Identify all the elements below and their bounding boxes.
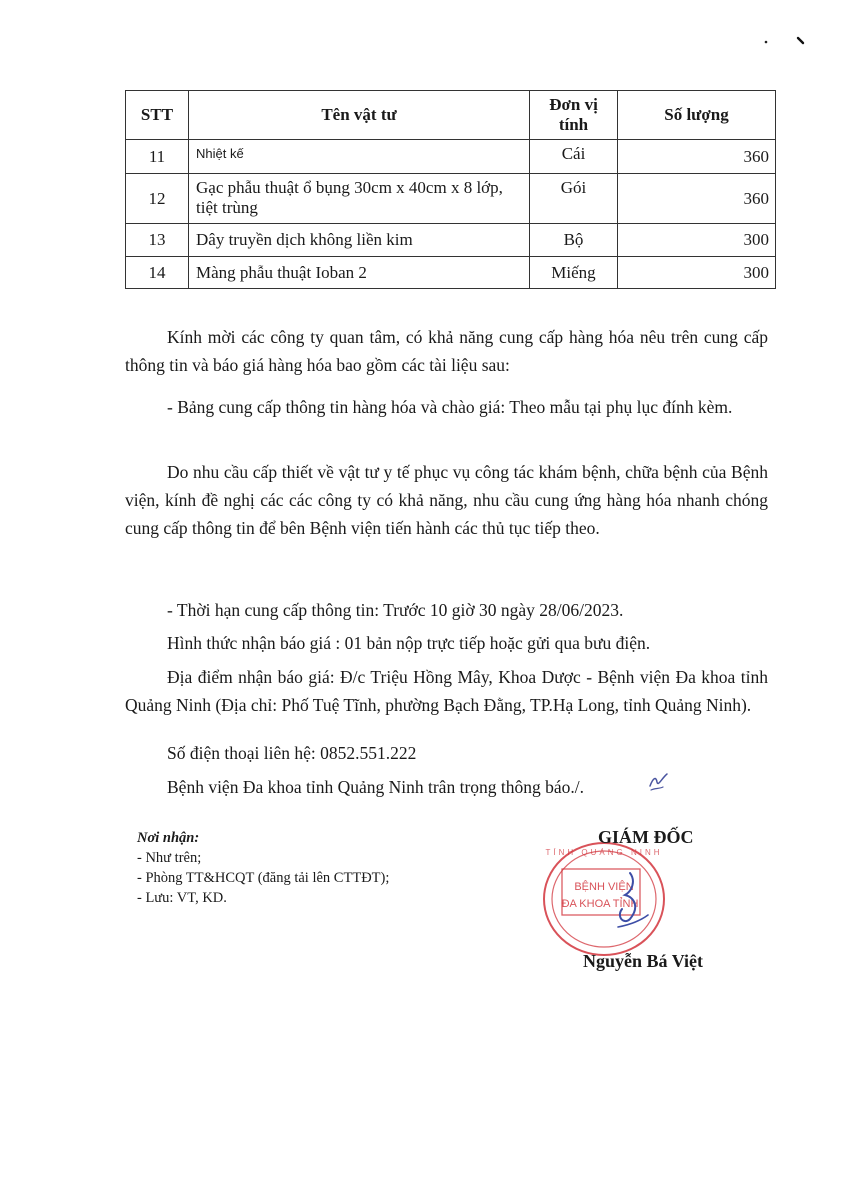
table-row xyxy=(126,224,776,257)
deadline-paragraph: - Thời hạn cung cấp thông tin: Trước 10 giờ 30 ngày 28/06/2023. xyxy=(167,600,624,620)
cell-name: Gạc phẫu thuật ổ bụng 30cm x 40cm x 8 lớp, tiệt trùng xyxy=(189,174,530,224)
recipients-list xyxy=(137,848,467,908)
cell-unit: Miếng xyxy=(530,257,618,289)
cell-stt: 12 xyxy=(126,174,189,224)
cell-qty: 300 xyxy=(618,257,776,289)
header-unit-line2: tính xyxy=(558,115,589,134)
table-header-row xyxy=(126,91,776,140)
price-table-paragraph: - Bảng cung cấp thông tin hàng hóa và chào giá: Theo mẫu tại phụ lục đính kèm. xyxy=(167,397,733,417)
signer-title: GIÁM ĐỐC xyxy=(598,827,694,847)
supplies-table xyxy=(125,90,776,289)
cell-stt: 13 xyxy=(126,224,189,257)
header-unit-line1: Đơn vị xyxy=(549,95,598,114)
cell-unit: Cái xyxy=(530,140,618,174)
invitation-paragraph: Kính mời các công ty quan tâm, có khả năng cung cấp hàng hóa nêu trên cung cấp thông tin và báo giá hàng hóa bao gồm các tài liệu sau: xyxy=(125,327,768,375)
signer-name: Nguyễn Bá Việt xyxy=(583,951,704,971)
closing-paragraph: Bệnh viện Đa khoa tỉnh Quảng Ninh trân trọng thông báo./. xyxy=(167,777,585,797)
header-stt: STT xyxy=(126,91,189,140)
cell-name: Nhiệt kế xyxy=(189,140,530,174)
recipient-item: - Như trên; xyxy=(137,850,202,866)
cell-qty: 300 xyxy=(618,224,776,257)
header-qty: Số lượng xyxy=(618,91,776,140)
cell-qty: 360 xyxy=(618,140,776,174)
seal-rim-text: TỈNH QUẢNG NINH xyxy=(545,848,663,857)
cell-name: Dây truyền dịch không liền kim xyxy=(189,224,530,257)
table-row xyxy=(126,257,776,289)
request-paragraph: Do nhu cầu cấp thiết về vật tư y tế phục vụ công tác khám bệnh, chữa bệnh của Bệnh viện, kính đề nghị các các công ty có khả năng, nhu cầu cung ứng hàng hóa nhanh chóng cung cấp thông tin để bên Bệnh viện tiến hành các thủ tục tiếp theo. xyxy=(125,462,768,538)
address-paragraph: Địa điểm nhận báo giá: Đ/c Triệu Hồng Mây, Khoa Dược - Bệnh viện Đa khoa tỉnh Quảng Ninh (Địa chỉ: Phố Tuệ Tĩnh, phường Bạch Đằng, TP.Hạ Long, tỉnh Quảng Ninh). xyxy=(125,667,768,715)
seal-line-1: BỆNH VIỆN xyxy=(574,881,634,893)
initial-mark-icon xyxy=(647,770,669,792)
recipient-item: - Phòng TT&HCQT (đăng tải lên CTTĐT); xyxy=(137,870,390,886)
phone-paragraph: Số điện thoại liên hệ: 0852.551.222 xyxy=(167,743,417,763)
submission-method-paragraph: Hình thức nhận báo giá : 01 bản nộp trực tiếp hoặc gửi qua bưu điện. xyxy=(167,633,651,653)
table-row xyxy=(126,174,776,224)
cell-qty: 360 xyxy=(618,174,776,224)
seal-line-2: ĐA KHOA TỈNH xyxy=(561,898,639,910)
scan-marks xyxy=(762,34,812,48)
recipients-block xyxy=(137,828,467,908)
hospital-seal-stamp xyxy=(532,835,672,960)
recipients-title: Nơi nhận: xyxy=(137,830,200,846)
header-name: Tên vật tư xyxy=(189,91,530,140)
cell-name: Màng phẫu thuật Ioban 2 xyxy=(189,257,530,289)
cell-stt: 11 xyxy=(126,140,189,174)
recipient-item: - Lưu: VT, KD. xyxy=(137,890,227,906)
header-unit xyxy=(530,91,618,140)
cell-unit: Bộ xyxy=(530,224,618,257)
table-row xyxy=(126,140,776,174)
cell-unit: Gói xyxy=(530,174,618,224)
cell-stt: 14 xyxy=(126,257,189,289)
